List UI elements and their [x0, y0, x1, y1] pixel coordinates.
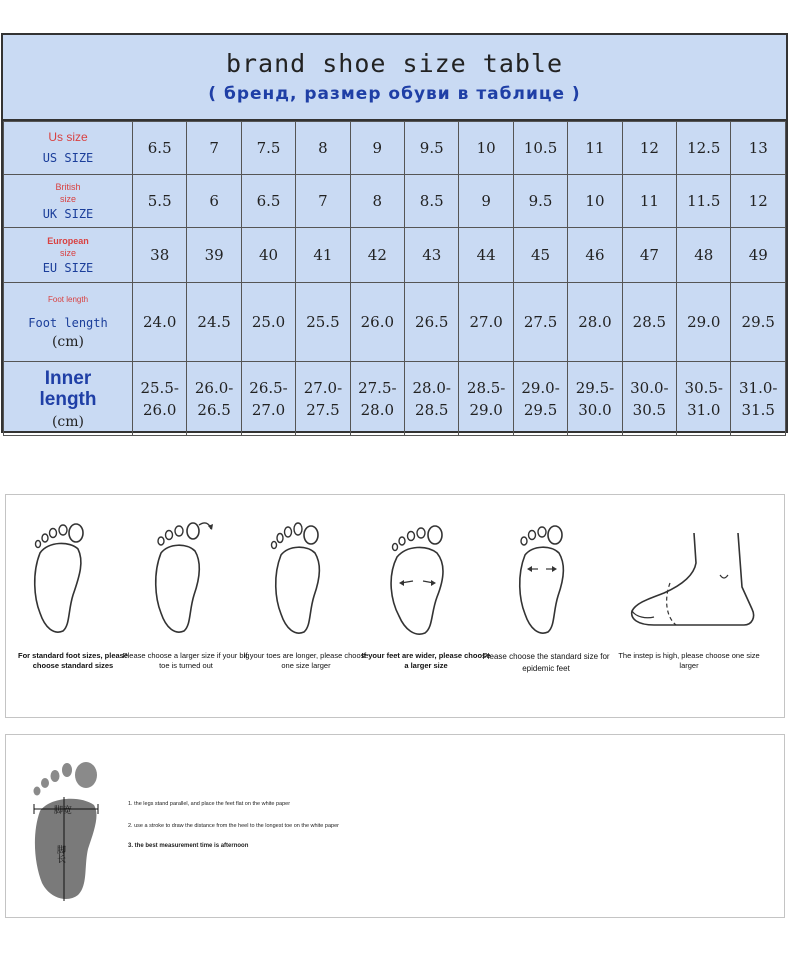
inner-size-cell — [405, 362, 459, 436]
advice-big-toe-turned-out — [121, 503, 251, 713]
inner-size-cell — [241, 362, 295, 436]
advice-wide-foot — [361, 503, 491, 713]
inner-length-range-start: 28.0- — [412, 378, 451, 397]
instruction-3: 3. the best measurement time is afternoon — [128, 843, 249, 849]
foot-length-label — [4, 283, 133, 362]
foot-size-cell: 29.0 — [677, 283, 731, 362]
eu-size-cell: 41 — [296, 228, 350, 283]
measurement-guide-panel — [5, 734, 785, 918]
inner-size-cell — [568, 362, 622, 436]
uk-size-cell: 11 — [622, 175, 676, 228]
eu-size-cell: 44 — [459, 228, 513, 283]
inner-length-range-end: 30.5 — [632, 400, 667, 419]
advice-caption: If your feet are wider, please choose a larger size — [361, 651, 491, 670]
us-size-cell: 6.5 — [133, 122, 187, 175]
inner-length-range-start: 31.0- — [739, 378, 778, 397]
uk-size-cell: 11.5 — [677, 175, 731, 228]
size-table — [1, 33, 788, 433]
eu-size-cell: 38 — [133, 228, 187, 283]
uk-size-cell: 12 — [731, 175, 786, 228]
uk-size-row — [4, 175, 786, 228]
inner-size-cell — [731, 362, 786, 436]
advice-caption: Please choose a larger size if your big toe is turned out — [122, 651, 250, 670]
advice-caption: The instep is high, please choose one size larger — [618, 651, 760, 670]
foot-measure-diagram — [24, 753, 114, 903]
instruction-2: 2. use a stroke to draw the distance from the heel to the longest toe on the white paper — [128, 823, 339, 829]
eu-size-cell: 46 — [568, 228, 622, 283]
uk-size-cell: 9.5 — [513, 175, 567, 228]
eu-size-cell: 39 — [187, 228, 241, 283]
foot-size-cell: 26.5 — [405, 283, 459, 362]
uk-size-small-label-1: British — [55, 182, 81, 192]
us-size-cell: 9.5 — [405, 122, 459, 175]
high-instep-icon — [624, 513, 774, 643]
inner-length-range-start: 26.0- — [194, 378, 234, 397]
inner-length-range-end: 27.5 — [306, 400, 340, 419]
inner-length-range-end: 26.0 — [143, 400, 177, 419]
us-size-cell: 13 — [731, 122, 786, 175]
eu-size-small-label-1: European — [47, 236, 89, 246]
foot-type-advice-panel — [5, 494, 785, 718]
foot-size-cell: 27.0 — [459, 283, 513, 362]
us-size-label — [4, 122, 133, 175]
table-header — [3, 35, 786, 121]
inner-length-unit: (cm) — [51, 413, 85, 430]
inner-size-cell — [459, 362, 513, 436]
long-toes-icon — [251, 513, 361, 643]
inner-length-range-end: 26.5 — [197, 400, 231, 419]
uk-size-small-label-2: size — [59, 194, 76, 204]
uk-size-cell: 6.5 — [241, 175, 295, 228]
eu-size-cell: 42 — [350, 228, 404, 283]
uk-size-cell: 7 — [296, 175, 350, 228]
size-grid — [3, 121, 786, 436]
advice-high-instep — [614, 503, 774, 713]
uk-size-main-label: UK SIZE — [42, 207, 94, 221]
us-size-cell: 11 — [568, 122, 622, 175]
eu-size-row — [4, 228, 786, 283]
inner-length-range-start: 28.5- — [466, 378, 506, 397]
foot-size-cell: 24.0 — [133, 283, 187, 362]
us-size-row — [4, 122, 786, 175]
table-title: brand shoe size table — [225, 49, 564, 78]
us-size-main-label: US SIZE — [42, 151, 94, 165]
inner-length-range-end: 29.5 — [523, 400, 558, 419]
foot-size-cell: 29.5 — [731, 283, 786, 362]
inner-size-cell — [677, 362, 731, 436]
eu-size-cell: 40 — [241, 228, 295, 283]
foot-length-vertical-label: 脚长 — [55, 845, 65, 863]
inner-length-range-start: 26.5- — [249, 378, 288, 397]
foot-size-cell: 25.0 — [241, 283, 295, 362]
foot-length-main-label: Foot length — [28, 316, 108, 330]
uk-size-cell: 10 — [568, 175, 622, 228]
eu-size-main-label: EU SIZE — [42, 261, 94, 275]
uk-size-cell: 9 — [459, 175, 513, 228]
advice-standard-foot — [8, 503, 138, 713]
us-size-cell: 12.5 — [677, 122, 731, 175]
inner-length-range-end: 31.0 — [687, 400, 721, 419]
inner-length-range-start: 27.5- — [358, 378, 397, 397]
uk-size-cell: 8 — [350, 175, 404, 228]
instruction-1: 1. the legs stand parallel, and place the feet flat on the white paper — [128, 801, 291, 807]
eu-size-small-label-2: size — [59, 248, 76, 258]
table-subtitle: ( бренд, размер обуви в таблице ) — [208, 84, 581, 104]
us-size-cell: 10 — [459, 122, 513, 175]
foot-size-cell: 25.5 — [296, 283, 350, 362]
inner-size-cell — [133, 362, 187, 436]
inner-size-cell — [513, 362, 567, 436]
foot-size-cell: 28.5 — [622, 283, 676, 362]
eu-size-cell: 47 — [622, 228, 676, 283]
foot-size-cell: 24.5 — [187, 283, 241, 362]
eu-size-cell: 45 — [513, 228, 567, 283]
inner-length-range-start: 29.0- — [521, 378, 560, 397]
inner-length-main-label-1: Inner — [44, 367, 92, 389]
us-size-cell: 9 — [350, 122, 404, 175]
inner-length-range-start: 30.0- — [630, 378, 669, 397]
inner-length-range-start: 25.5- — [140, 378, 179, 397]
advice-caption: Please choose the standard size for epidemic feet — [482, 652, 610, 673]
inner-length-range-end: 28.5 — [415, 400, 449, 419]
inner-length-range-start: 29.5- — [575, 378, 615, 397]
foot-size-cell: 26.0 — [350, 283, 404, 362]
us-size-cell: 7.5 — [241, 122, 295, 175]
inner-length-range-end: 28.0 — [360, 400, 395, 419]
inner-size-cell — [296, 362, 350, 436]
eu-size-cell: 49 — [731, 228, 786, 283]
foot-width-label: 脚宽 — [54, 806, 73, 816]
inner-size-cell — [622, 362, 676, 436]
advice-caption: If your toes are longer, please choose one size larger — [243, 651, 369, 670]
advice-long-toes — [241, 503, 371, 713]
foot-size-cell: 27.5 — [513, 283, 567, 362]
inner-length-range-start: 27.0- — [303, 378, 343, 397]
us-size-cell: 12 — [622, 122, 676, 175]
big-toe-turned-out-icon — [131, 513, 241, 643]
inner-length-label — [4, 362, 133, 436]
foot-length-unit: (cm) — [51, 334, 85, 350]
standard-foot-icon — [18, 513, 128, 643]
foot-size-cell: 28.0 — [568, 283, 622, 362]
uk-size-cell: 5.5 — [133, 175, 187, 228]
foot-length-small-label: Foot length — [47, 295, 89, 304]
us-size-cell: 8 — [296, 122, 350, 175]
inner-length-range-end: 30.0 — [578, 400, 612, 419]
eu-size-cell: 43 — [405, 228, 459, 283]
eu-size-cell: 48 — [677, 228, 731, 283]
inner-size-cell — [187, 362, 241, 436]
eu-size-label — [4, 228, 133, 283]
wide-foot-icon — [371, 513, 481, 643]
inner-length-range-end: 29.0 — [469, 400, 503, 419]
inner-length-row — [4, 362, 786, 436]
uk-size-label — [4, 175, 133, 228]
foot-length-row — [4, 283, 786, 362]
us-size-cell: 10.5 — [513, 122, 567, 175]
inner-size-cell — [350, 362, 404, 436]
uk-size-cell: 8.5 — [405, 175, 459, 228]
inner-length-range-end: 27.0 — [251, 400, 286, 419]
advice-caption: For standard foot sizes, please choose standard sizes — [17, 651, 129, 670]
epidemic-foot-icon — [491, 513, 601, 643]
inner-length-main-label-2: length — [39, 388, 97, 410]
advice-epidemic-foot — [481, 503, 611, 713]
inner-length-range-start: 30.5- — [684, 378, 723, 397]
uk-size-cell: 6 — [187, 175, 241, 228]
us-size-small-label: Us size — [48, 130, 88, 144]
inner-length-range-end: 31.5 — [741, 400, 775, 419]
us-size-cell: 7 — [187, 122, 241, 175]
